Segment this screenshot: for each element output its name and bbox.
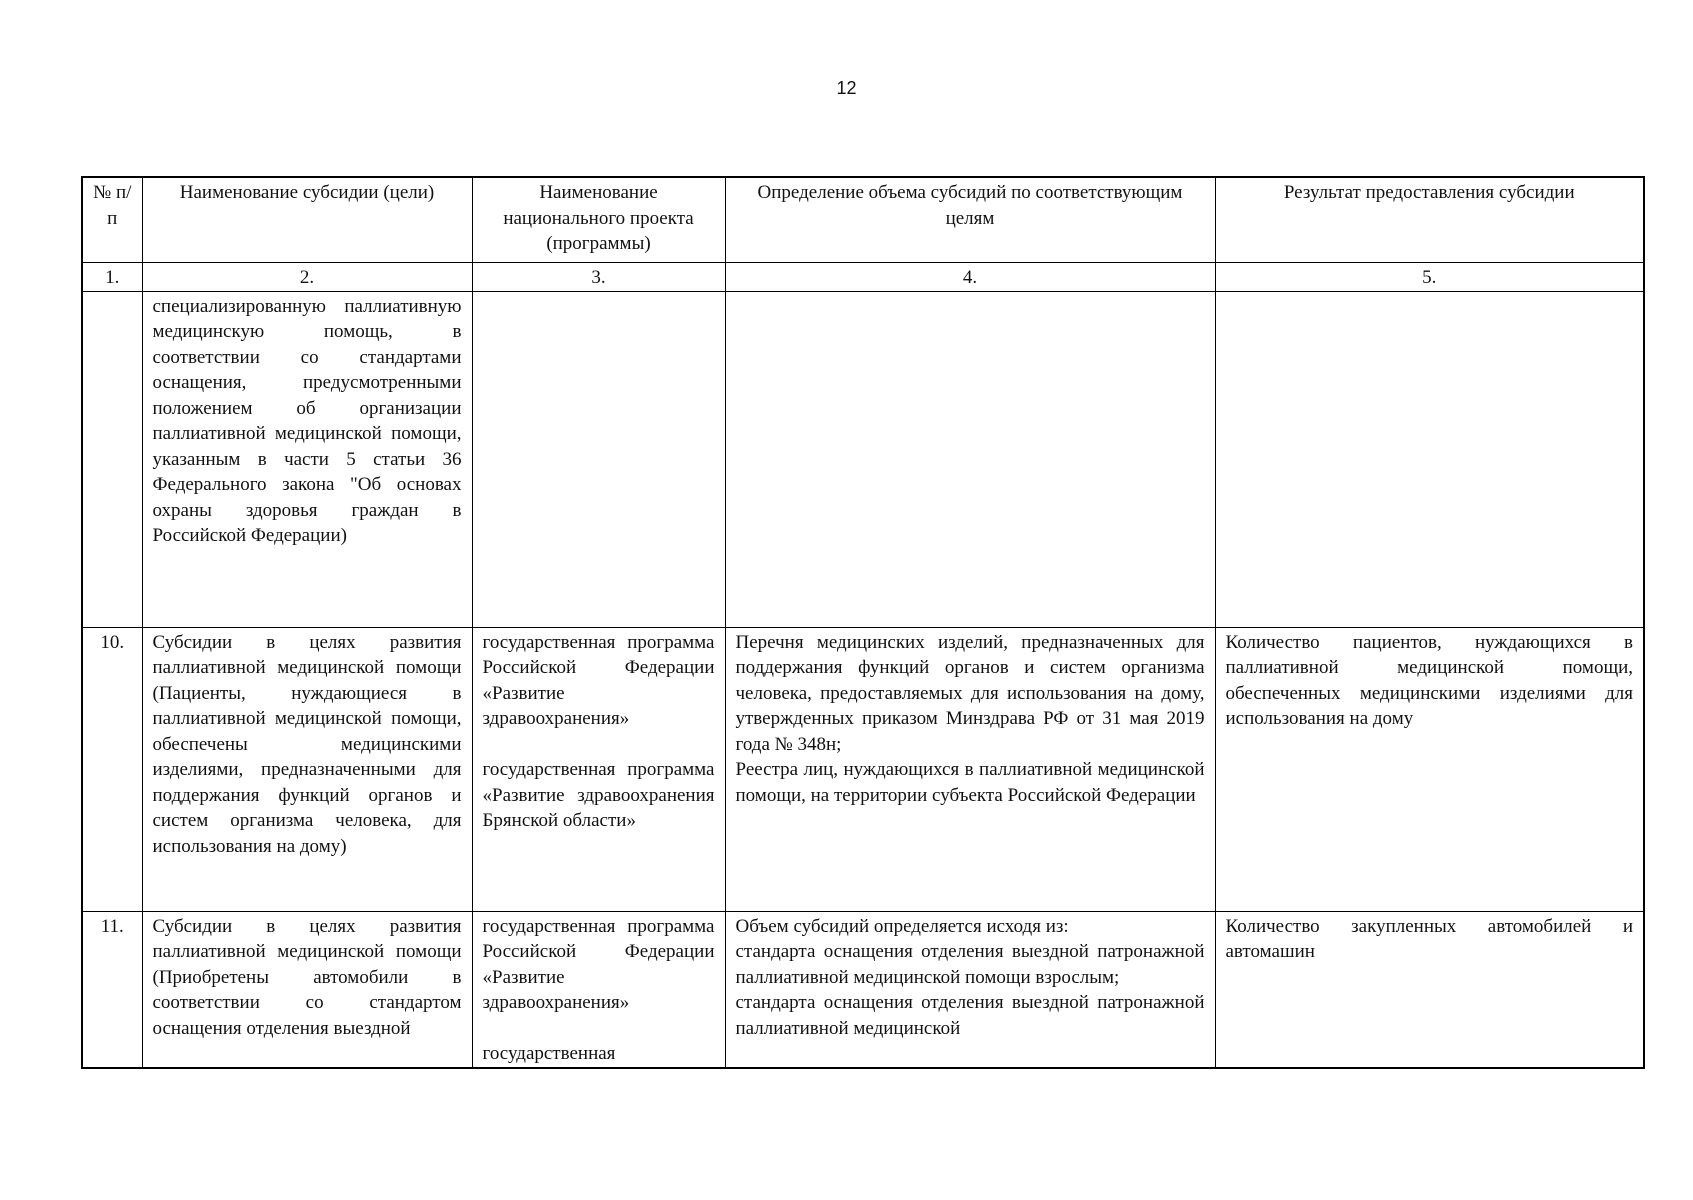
row-number (82, 291, 142, 627)
row-result (1215, 291, 1644, 627)
column-number: 1. (82, 262, 142, 291)
table-row (82, 291, 1644, 627)
table-row (82, 627, 1644, 911)
row-programs (472, 911, 725, 1068)
header-result: Результат предоставления субсидии (1215, 177, 1644, 262)
column-number: 5. (1215, 262, 1644, 291)
row-number: 10. (82, 627, 142, 911)
subsidy-table (81, 176, 1645, 1069)
row-result: Количество пациентов, нуждающихся в паллиативной медицинской помощи, обеспеченных медицинскими изделиями для использования на дому (1215, 627, 1644, 911)
spacer (483, 732, 715, 758)
program-item: государственная (482, 1043, 616, 1064)
header-row (82, 177, 1644, 262)
header-project-name: Наименование национального проекта (программы) (472, 177, 725, 262)
volume-item: стандарта оснащения отделения выездной патронажной паллиативной медицинской (735, 992, 1205, 1039)
program-item: государственная программа Российской Федерации «Развитие здравоохранения» (482, 915, 715, 1013)
table-row (82, 911, 1644, 1068)
header-number: № п/п (82, 177, 142, 262)
row-number: 11. (82, 911, 142, 1068)
row-volume (725, 627, 1215, 911)
volume-item: стандарта оснащения отделения выездной патронажной паллиативной медицинской помощи взрослым; (735, 941, 1205, 988)
row-volume (725, 291, 1215, 627)
row-programs (472, 291, 725, 627)
column-number-row (82, 262, 1644, 291)
column-number: 4. (725, 262, 1215, 291)
program-item: государственная программа «Развитие здравоохранения Брянской области» (482, 759, 715, 831)
column-number: 3. (472, 262, 725, 291)
row-purpose: специализированную паллиативную медицинскую помощь, в соответствии со стандартами оснащения, предусмотренными положением об организации паллиативной медицинской помощи, указанным в части 5 статьи 36 Федерального закона "Об основах охраны здоровья граждан в Российской Федерации) (142, 291, 472, 627)
column-number: 2. (142, 262, 472, 291)
volume-item: Объем субсидий определяется исходя из: (735, 915, 1069, 937)
page-number: 12 (836, 78, 857, 98)
row-purpose: Субсидии в целях развития паллиативной медицинской помощи (Пациенты, нуждающиеся в паллиативной медицинской помощи, обеспечены медицинскими изделиями, предназначенными для поддержания функций органов и систем организма человека, для использования на дому) (142, 627, 472, 911)
row-volume (725, 911, 1215, 1068)
volume-item: Перечня медицинских изделий, предназначенных для поддержания функций органов и систем организма человека, предоставляемых для использования на дому, утвержденных приказом Минздрава РФ от 31 мая 2019 года № 348н; (735, 631, 1205, 755)
row-result: Количество закупленных автомобилей и автомашин (1215, 911, 1644, 1068)
program-item: государственная программа Российской Федерации «Развитие здравоохранения» (482, 631, 715, 729)
spacer (483, 1016, 715, 1042)
row-programs (472, 627, 725, 911)
row-purpose: Субсидии в целях развития паллиативной медицинской помощи (Приобретены автомобили в соответствии со стандартом оснащения отделения выездной (142, 911, 472, 1068)
header-volume-definition: Определение объема субсидий по соответствующим целям (725, 177, 1215, 262)
volume-item: Реестра лиц, нуждающихся в паллиативной медицинской помощи, на территории субъекта Российской Федерации (735, 759, 1205, 806)
header-subsidy-name: Наименование субсидии (цели) (142, 177, 472, 262)
